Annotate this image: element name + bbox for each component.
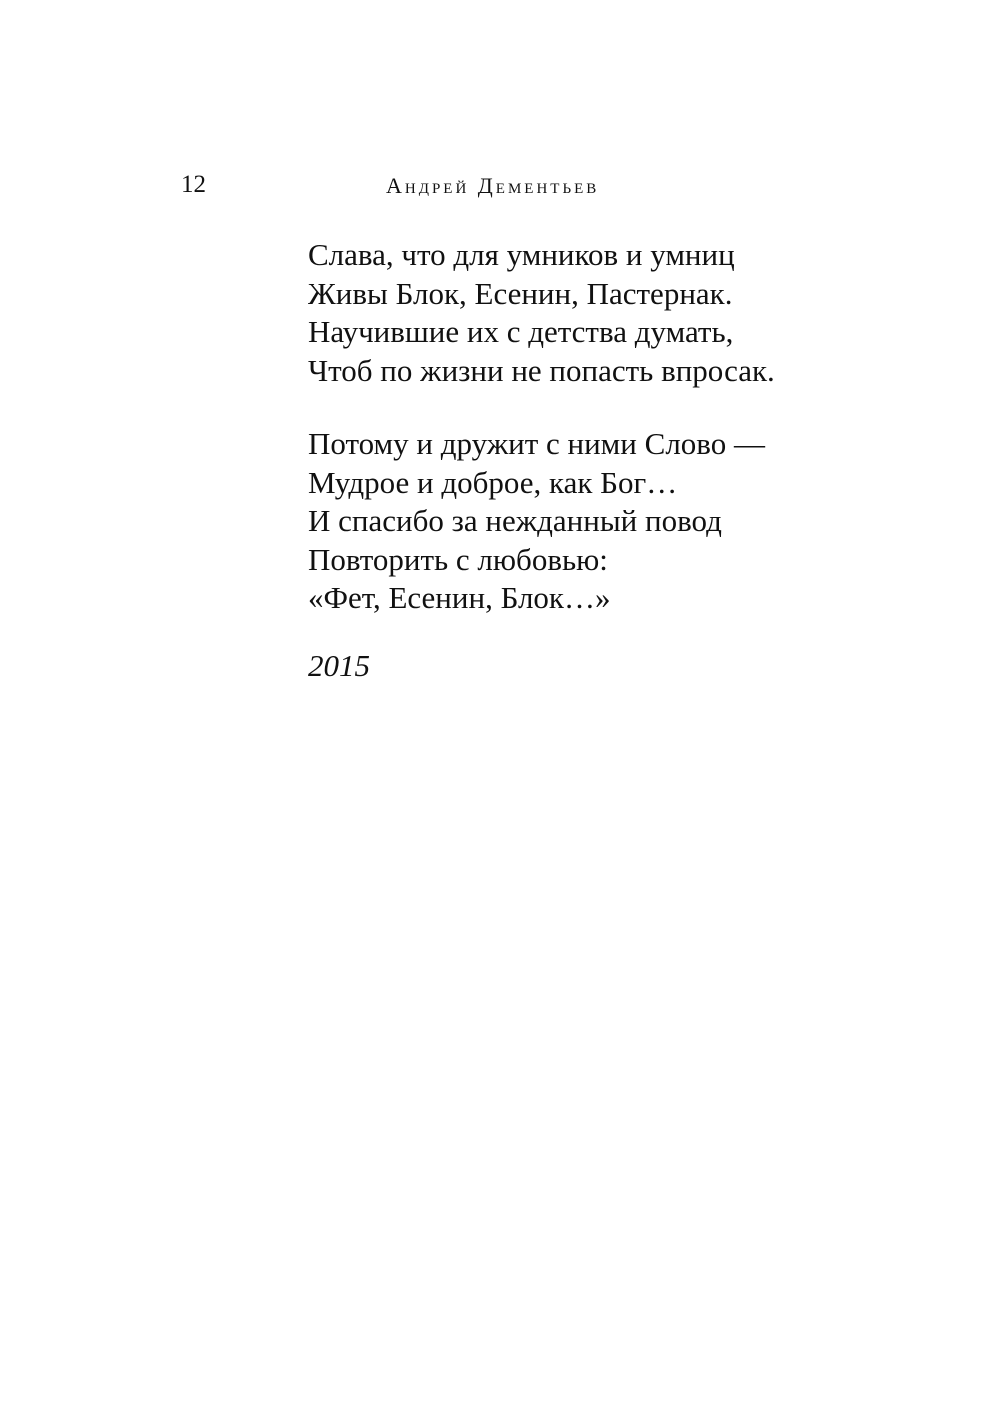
stanza-1 (308, 236, 908, 390)
poem-line: Потому и дружит с ними Слово — (308, 426, 765, 461)
poem-line: Живы Блок, Есенин, Пастернак. (308, 275, 733, 311)
poem-line: И спасибо за нежданный повод (308, 503, 722, 538)
poem-line: Повторить с любовью: (308, 541, 608, 577)
poem-date: 2015 (308, 647, 370, 683)
poem-line: Мудрое и доброе, как Бог… (308, 464, 678, 500)
poem-line: Слава, что для умников и умниц (308, 237, 735, 272)
stanza-2 (308, 425, 908, 618)
running-head-author: Андрей Дементьев (386, 173, 600, 198)
poem-line: «Фет, Есенин, Блок…» (308, 580, 611, 615)
poem (308, 236, 908, 685)
poem-line: Научившие их с детства думать, (308, 314, 734, 349)
page-number: 12 (181, 171, 206, 198)
poem-line: Чтоб по жизни не попасть впросак. (308, 352, 775, 388)
